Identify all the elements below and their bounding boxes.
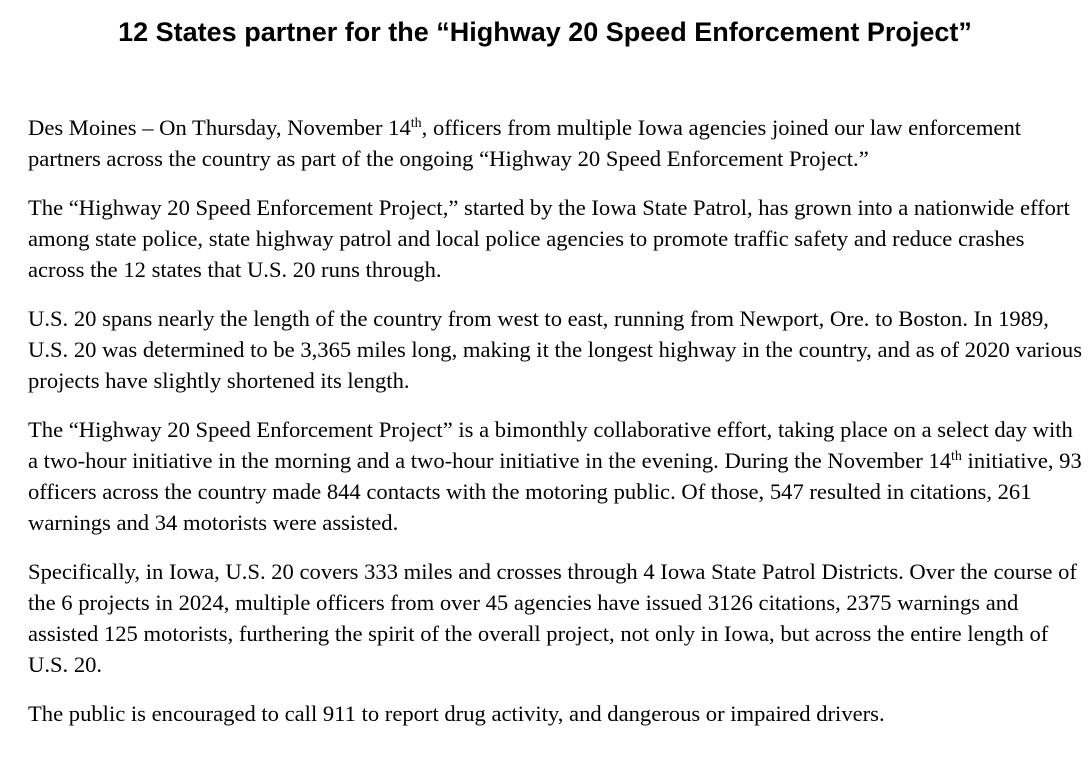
ordinal-suffix: th <box>410 116 422 131</box>
paragraph-intro-text-start: Des Moines – On Thursday, November 14 <box>28 115 411 140</box>
paragraph-intro-text-end: , officers from multiple Iowa agencies joined our law enforcement partners across the country as part of the ongoing “Highway 20 Speed Enforcement Project.” <box>28 115 1022 171</box>
paragraph-intro <box>28 112 1084 174</box>
paragraph-initiative-results <box>28 414 1084 538</box>
paragraph-initiative-text-end: initiative, 93 officers across the country made 844 contacts with the motoring public. Of those, 547 resulted in citations, 261 warnings and 34 motorists were assisted. <box>28 448 1082 535</box>
paragraph-iowa-statistics: Specifically, in Iowa, U.S. 20 covers 333 miles and crosses through 4 Iowa State Patrol Districts. Over the course of the 6 projects in 2024, multiple officers from over 45 agencies have issued 3126 citations, 2375 warnings and assisted 125 motorists, furthering the spirit of the overall project, not only in Iowa, but across the entire length of U.S. 20. <box>28 559 1077 677</box>
press-release-body <box>28 112 1084 747</box>
page-title: 12 States partner for the “Highway 20 Speed Enforcement Project” <box>118 17 972 47</box>
paragraph-public-notice: The public is encouraged to call 911 to report drug activity, and dangerous or impaired drivers. <box>28 701 885 726</box>
paragraph-project-background: The “Highway 20 Speed Enforcement Project,” started by the Iowa State Patrol, has grown into a nationwide effort among state police, state highway patrol and local police agencies to promote traffic safety and reduce crashes across the 12 states that U.S. 20 runs through. <box>28 195 1070 282</box>
paragraph-highway-facts: U.S. 20 spans nearly the length of the country from west to east, running from Newport, Ore. to Boston. In 1989, U.S. 20 was determined to be 3,365 miles long, making it the longest highway in the country, and as of 2020 various projects have slightly shortened its length. <box>28 306 1082 393</box>
paragraph-initiative-text-start: The “Highway 20 Speed Enforcement Project” is a bimonthly collaborative effort, taking place on a select day with a two-hour initiative in the morning and a two-hour initiative in the evening. During the November 14 <box>28 417 1073 473</box>
ordinal-suffix: th <box>951 449 962 464</box>
